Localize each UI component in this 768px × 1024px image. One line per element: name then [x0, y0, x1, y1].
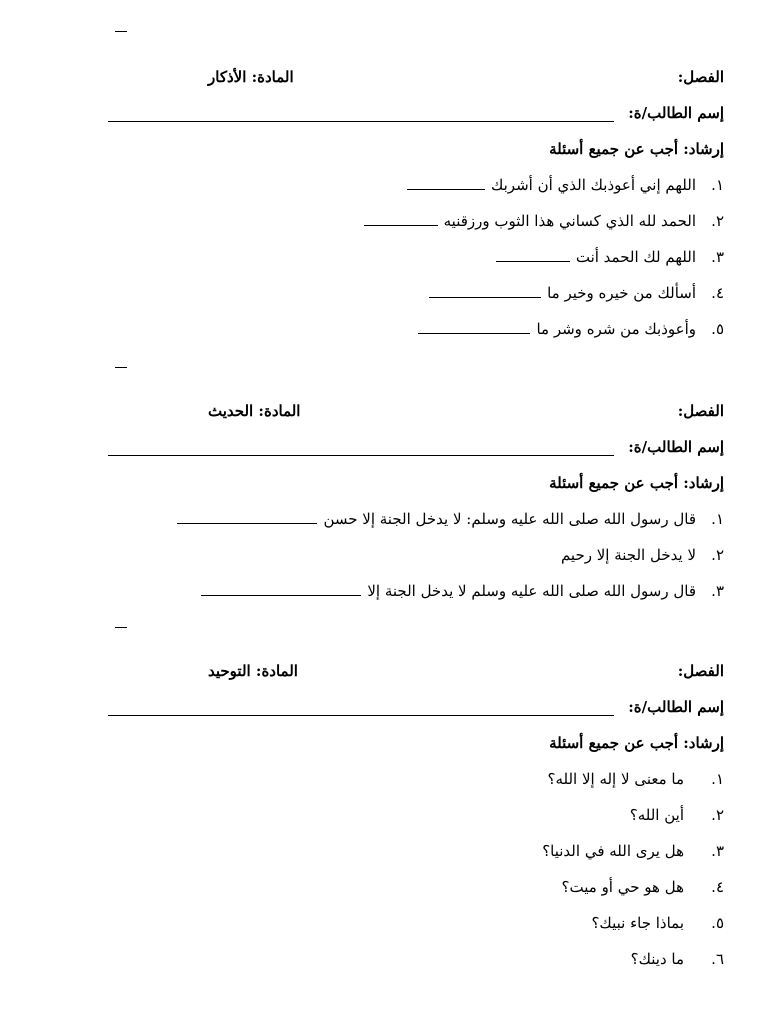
student-name-label: إسم الطالب/ة:	[628, 698, 724, 716]
subject-label: المادة: الأذكار	[208, 68, 294, 86]
question-item	[108, 842, 724, 868]
question-number: ٤.	[711, 284, 724, 302]
question-text: اللهم إني أعوذبك الذي أن أشربك	[490, 176, 696, 194]
instruction-row	[108, 140, 724, 166]
question-item	[108, 770, 724, 796]
question-text: هل يرى الله في الدنيا؟	[542, 842, 684, 860]
question-text: بماذا جاء نبيك؟	[591, 914, 684, 932]
subject-label: المادة: الحديث	[208, 402, 301, 420]
section-2-header	[108, 402, 724, 428]
question-number: ٥.	[711, 320, 724, 338]
section-2-mark	[115, 367, 127, 368]
student-name-label: إسم الطالب/ة:	[628, 104, 724, 122]
question-item	[108, 950, 724, 976]
question-item	[108, 212, 724, 238]
question-text: اللهم لك الحمد أنت	[575, 248, 696, 266]
question-text: ما دينك؟	[630, 950, 684, 968]
subject-label: المادة: التوحيد	[208, 662, 298, 680]
question-item	[108, 320, 724, 346]
instruction-text: إرشاد: أجب عن جميع أسئلة	[549, 140, 724, 158]
question-text: الحمد لله الذي كساني هذا الثوب ورزقنيه	[443, 212, 696, 230]
section-1-header	[108, 68, 724, 94]
student-name-field[interactable]	[108, 121, 614, 122]
instruction-row	[108, 474, 724, 500]
question-number: ١.	[711, 770, 724, 788]
student-name-row	[108, 438, 724, 464]
class-label: الفصل:	[677, 402, 724, 420]
question-item	[108, 914, 724, 940]
answer-blank[interactable]	[429, 297, 541, 298]
question-item	[108, 878, 724, 904]
question-number: ٢.	[711, 806, 724, 824]
student-name-field[interactable]	[108, 715, 614, 716]
question-text: قال رسول الله صلى الله عليه وسلم: لا يدخل الجنة إلا حسن	[323, 510, 696, 528]
question-number: ٢.	[711, 212, 724, 230]
question-number: ١.	[711, 176, 724, 194]
answer-blank[interactable]	[177, 523, 317, 524]
question-item	[108, 510, 724, 536]
answer-blank[interactable]	[418, 333, 530, 334]
instruction-row	[108, 734, 724, 760]
question-item	[108, 582, 724, 608]
question-item	[108, 806, 724, 832]
question-number: ٣.	[711, 582, 724, 600]
question-text: وأعوذبك من شره وشر ما	[536, 320, 696, 338]
question-number: ٢.	[711, 546, 724, 564]
question-text: أين الله؟	[629, 806, 684, 824]
question-text: قال رسول الله صلى الله عليه وسلم لا يدخل الجنة إلا	[367, 582, 696, 600]
class-label: الفصل:	[677, 68, 724, 86]
question-number: ٦.	[711, 950, 724, 968]
answer-blank[interactable]	[201, 595, 361, 596]
question-number: ٣.	[711, 842, 724, 860]
section-3-mark	[115, 627, 127, 628]
question-item	[108, 248, 724, 274]
student-name-row	[108, 698, 724, 724]
question-number: ١.	[711, 510, 724, 528]
question-text: ما معنى لا إله إلا الله؟	[547, 770, 684, 788]
class-label: الفصل:	[677, 662, 724, 680]
student-name-row	[108, 104, 724, 130]
student-name-field[interactable]	[108, 455, 614, 456]
section-3-header	[108, 662, 724, 688]
instruction-text: إرشاد: أجب عن جميع أسئلة	[549, 474, 724, 492]
answer-blank[interactable]	[496, 261, 570, 262]
question-text: لا يدخل الجنة إلا رحيم	[560, 546, 696, 564]
question-number: ٤.	[711, 878, 724, 896]
question-item	[108, 176, 724, 202]
answer-blank[interactable]	[364, 225, 438, 226]
question-item	[108, 546, 724, 572]
question-item	[108, 284, 724, 310]
question-text: أسألك من خيره وخير ما	[547, 284, 696, 302]
section-1-mark	[115, 31, 127, 32]
question-number: ٥.	[711, 914, 724, 932]
question-text: هل هو حي أو ميت؟	[561, 878, 684, 896]
instruction-text: إرشاد: أجب عن جميع أسئلة	[549, 734, 724, 752]
question-number: ٣.	[711, 248, 724, 266]
student-name-label: إسم الطالب/ة:	[628, 438, 724, 456]
answer-blank[interactable]	[407, 189, 485, 190]
